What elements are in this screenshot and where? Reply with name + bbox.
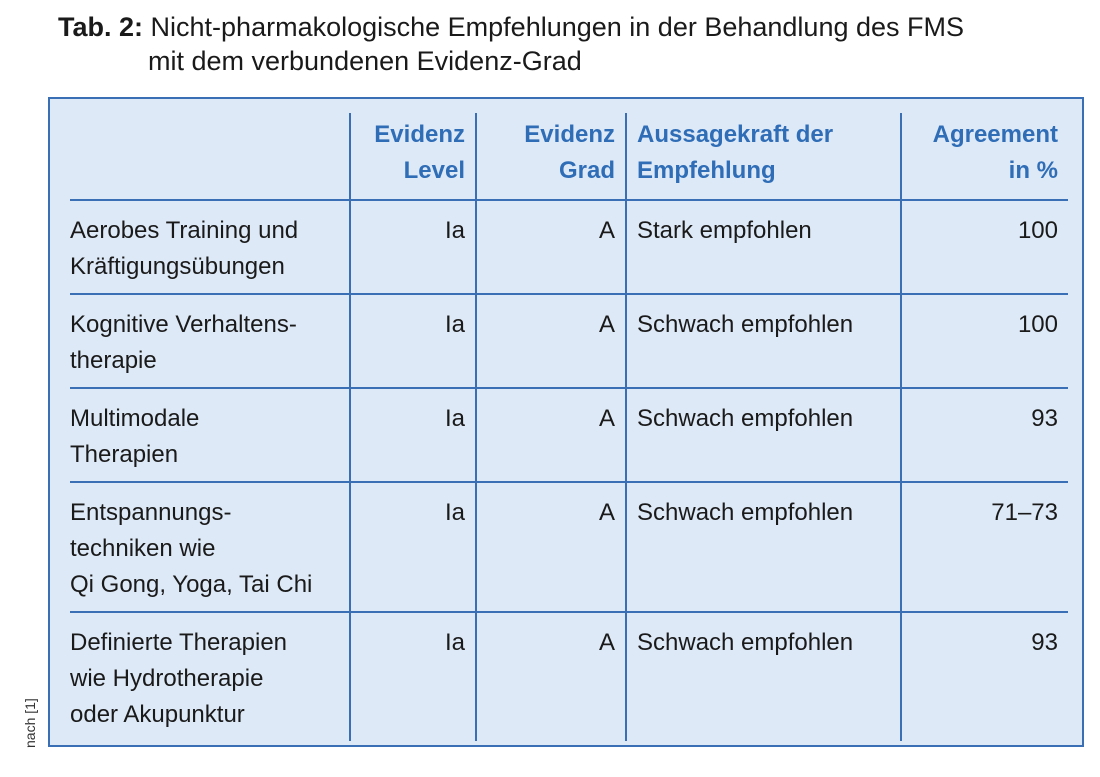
header-evidenz-level: Evidenz Level [350, 113, 476, 200]
row-agreement: 100 [901, 294, 1068, 388]
caption-line-2: mit dem verbundenen Evidenz-Grad [148, 46, 582, 76]
header-agreement: Agreement in % [901, 113, 1068, 200]
row-aussage: Schwach empfohlen [626, 294, 901, 388]
row-name: Kognitive Verhaltens- therapie [70, 294, 350, 388]
row-agreement: 93 [901, 612, 1068, 741]
row-grad: A [476, 388, 626, 482]
header-aussagekraft: Aussagekraft der Empfehlung [626, 113, 901, 200]
row-level: Ia [350, 482, 476, 612]
row-aussage: Schwach empfohlen [626, 612, 901, 741]
row-level: Ia [350, 200, 476, 294]
row-name: Aerobes Training und Kräftigungsübungen [70, 200, 350, 294]
row-aussage: Schwach empfohlen [626, 388, 901, 482]
row-level: Ia [350, 294, 476, 388]
table-row [70, 200, 1068, 294]
table-container [48, 97, 1084, 747]
caption-line-1: Nicht-pharmakologische Empfehlungen in der Behandlung des FMS [150, 12, 964, 42]
table-row [70, 294, 1068, 388]
recommendations-table [70, 113, 1068, 741]
caption-label: Tab. 2: [58, 12, 144, 42]
header-evidenz-grad: Evidenz Grad [476, 113, 626, 200]
row-grad: A [476, 294, 626, 388]
row-level: Ia [350, 612, 476, 741]
row-agreement: 100 [901, 200, 1068, 294]
table-row [70, 482, 1068, 612]
header-empty [70, 113, 350, 200]
source-note: nach [1] [22, 698, 38, 748]
table-caption [58, 10, 1088, 78]
row-name: Entspannungs- techniken wie Qi Gong, Yoga, Tai Chi [70, 482, 350, 612]
row-level: Ia [350, 388, 476, 482]
row-grad: A [476, 200, 626, 294]
row-agreement: 71–73 [901, 482, 1068, 612]
row-name: Multimodale Therapien [70, 388, 350, 482]
row-agreement: 93 [901, 388, 1068, 482]
header-row [70, 113, 1068, 200]
row-grad: A [476, 482, 626, 612]
table-row [70, 388, 1068, 482]
row-aussage: Schwach empfohlen [626, 482, 901, 612]
row-aussage: Stark empfohlen [626, 200, 901, 294]
table-row [70, 612, 1068, 741]
row-grad: A [476, 612, 626, 741]
row-name: Definierte Therapien wie Hydrotherapie oder Akupunktur [70, 629, 288, 728]
